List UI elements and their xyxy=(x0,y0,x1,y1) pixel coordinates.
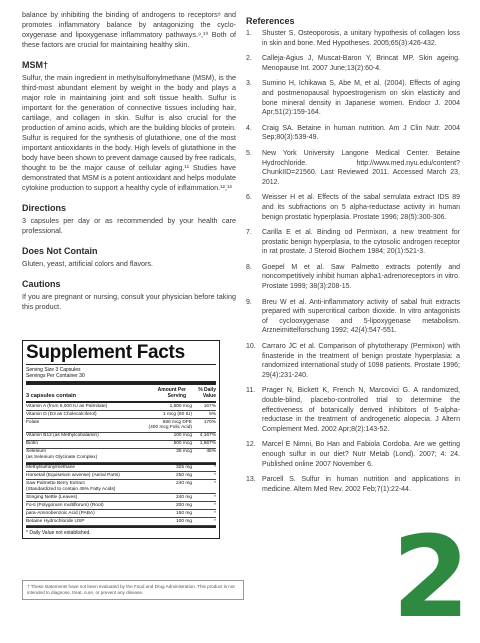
supplement-facts-title: Supplement Facts xyxy=(26,343,216,365)
nutrient-name: Folate xyxy=(26,419,40,425)
supplement-facts-footnote: * Daily Value not established. xyxy=(26,526,216,536)
nutrient-name: Vitamin A (from 5,000 IU as Palmitate) xyxy=(26,403,108,409)
servings-per-container: Servings Per Container 30 xyxy=(26,373,85,379)
table-row xyxy=(26,403,216,411)
reference-item xyxy=(246,54,460,73)
reference-text: Craig SA. Betaine in human nutrition. Am J Clin Nutr. 2004 Sep;80(3):539-49. xyxy=(262,124,460,142)
table-row xyxy=(26,510,216,518)
reference-number: 11. xyxy=(246,387,256,395)
ingredient-rows xyxy=(26,463,216,527)
reference-item xyxy=(246,79,460,117)
directions-paragraph: 3 capsules per day or as recommended by your health care professional. xyxy=(22,216,236,235)
nutrient-amount: 25 mcg xyxy=(176,449,192,455)
nutrient-name: Saw Palmetto Berry Extract (Standardized to contain 45% Fatty Acids) xyxy=(26,481,116,492)
supplement-facts-header-row xyxy=(26,385,216,403)
supplement-facts-panel xyxy=(22,340,220,539)
nutrient-dv: 170% xyxy=(203,419,216,425)
table-row xyxy=(26,441,216,449)
reference-number: 7. xyxy=(246,229,252,237)
nutrient-dv: * xyxy=(214,494,216,500)
reference-text: Calleja-Agius J, Muscat-Baron Y, Brincat MP. Skin ageing. Menopause Int. 2007 June;13(2):60-4. xyxy=(262,55,460,72)
reference-item xyxy=(246,124,460,143)
nutrient-dv: 4,167% xyxy=(199,433,216,439)
table-row xyxy=(26,472,216,480)
table-row xyxy=(26,449,216,463)
nutrient-dv: 5% xyxy=(209,411,216,417)
table-row xyxy=(26,480,216,494)
table-row xyxy=(26,411,216,419)
nutrient-amount: 240 mg xyxy=(176,481,192,487)
reference-number: 9. xyxy=(246,298,252,306)
reference-item xyxy=(246,386,460,434)
serving-size: Serving Size 3 Capsules xyxy=(26,367,81,373)
reference-item xyxy=(246,149,460,187)
reference-item xyxy=(246,475,460,494)
page-number: 2 xyxy=(392,513,470,643)
nutrient-amount: 150 mg xyxy=(176,510,192,516)
left-column xyxy=(22,10,236,312)
reference-number: 5. xyxy=(246,149,252,157)
table-row xyxy=(26,419,216,433)
table-row xyxy=(26,433,216,441)
reference-text: Goepel M et al. Saw Palmetto extracts potently and noncompetitively inhibit human alpha1-adrenoreceptors in vitro. Prostate 1999; 38(3):208-15. xyxy=(262,263,460,291)
reference-text: Sumino H, Ichikawa S, Abe M, et al. (2004). Effects of aging and postmenopausal hypoestrogenism on skin elasticity and bone mineral density in Japanese women. Endocr J. 2004 Apr;51(2):159-164. xyxy=(262,80,460,117)
reference-number: 10. xyxy=(246,343,256,351)
reference-number: 1. xyxy=(246,30,252,37)
reference-number: 8. xyxy=(246,263,252,271)
references-list xyxy=(246,29,460,494)
directions-heading: Directions xyxy=(22,203,67,213)
reference-number: 3. xyxy=(246,80,252,88)
cautions-paragraph: If you are pregnant or nursing, consult your physician before taking this product. xyxy=(22,292,236,311)
nutrient-dv: 45% xyxy=(206,449,216,455)
table-row xyxy=(26,502,216,510)
reference-text: New York University Langone Medical Center. Betaine Hydrochloride. http://www.med.nyu.edu/content?ChunkIID=21560. Last Reviewed 2011. Accessed March 23, 2012. xyxy=(262,149,460,186)
table-row xyxy=(26,494,216,502)
nutrient-name: Vitamin D (D3 as Cholecalciferol) xyxy=(26,411,97,417)
table-row xyxy=(26,463,216,473)
reference-item xyxy=(246,228,460,257)
reference-text: Carilla E et al. Binding od Permixon, a new treatment for prostatic benign hyperplasia, to the cytosolic androgen receptor in rat prostate. J Steroid Biochem 1984; 20(1):521-3. xyxy=(262,229,460,256)
nutrient-name: Vitamin B12 (as Methylcobalamin) xyxy=(26,433,99,439)
does-not-contain-paragraph: Gluten, yeast, artificial colors and flavors. xyxy=(22,259,154,268)
nutrient-amount: 240 mg xyxy=(176,494,192,500)
reference-item xyxy=(246,193,460,222)
col-header-dv: % Daily Value xyxy=(198,387,216,399)
reference-text: Marcel E Nimni, Bo Han and Fabiola Cordoba. Are we getting enough sulfur in our diet? Nutr Metab (Lond). 2007; 4: 24. Published online 2007 November 6. xyxy=(262,441,460,468)
nutrient-amount: 100 mcg xyxy=(173,433,192,439)
does-not-contain-heading: Does Not Contain xyxy=(22,246,98,256)
nutrient-name: Biotin xyxy=(26,441,38,447)
col-header-amount: Amount Per Serving xyxy=(157,387,186,399)
reference-item xyxy=(246,440,460,469)
reference-item xyxy=(246,298,460,336)
nutrient-dv: * xyxy=(214,465,216,471)
nutrient-dv: * xyxy=(214,481,216,487)
reference-text: Breu W et al. Anti-inflammatory activity of sabal fruit extracts prepared with supercritical carbon dioxide. In vitro antagonists of cyclooxygenase and 5-lipoxygenase metabolism. Arzneimittelforschung 1992; 42(4):547-551. xyxy=(262,298,460,335)
msm-paragraph: Sulfur, the main ingredient in methylsulfonylmethane (MSM), is the third-most abundant element by weight in the body and plays a major role in maintaining joint and soft tissue health. Sulfur is important for the generation of connective tissues including hair, cartilage, and collagen in skin. Sulfur is also crucial for the production of amino acids, which are the building blocks of protein. Sulfur is required for the synthesis of glutathione, one of the most important antioxidants in the body. High levels of glutathione in the body have been shown to prevent damage caused by free radicals, thought to be the major cause of cellular aging.¹¹ Studies have demonstrated that MSM is a potent antioxidant and helps modulate cytokine production to support a healthy cycle of inflammation.¹²,¹³ xyxy=(22,73,236,192)
nutrient-amount: 325 mg xyxy=(176,465,192,471)
reference-number: 13. xyxy=(246,476,256,484)
nutrient-name: para-Aminobenzoic Acid (PABA) xyxy=(26,510,95,516)
nutrient-amount: 100 mg xyxy=(176,518,192,524)
nutrient-name: Stinging Nettle (Leaves) xyxy=(26,494,78,500)
reference-text: Weisser H et al. Effects of the sabal serrulata extract IDS 89 and its subfractions on 5 alpha-reductase activity in human benign prostatic hyperplasia. Prostate 1996; 28(5):300-306. xyxy=(262,194,460,221)
reference-text: Carraro JC et al. Comparison of phytotherapy (Permixon) with finasteride in the treatment of benign prostate hyperplasia: a randomized international study of 1098 patients. Prostate 1996; 29(4):231-240. xyxy=(262,343,460,379)
table-row xyxy=(26,518,216,526)
serving-info xyxy=(26,365,216,385)
reference-number: 4. xyxy=(246,124,252,132)
nutrient-dv: * xyxy=(214,518,216,524)
nutrient-amount: 680 mcg DFE (400 mcg Folic Acid) xyxy=(148,419,192,431)
fda-disclaimer: † These statements have not been evaluated by the Food and Drug Administration. This product is not intended to diagnose, treat, cure, or prevent any disease. xyxy=(22,580,244,600)
nutrient-name: Methylsulfonylmethane xyxy=(26,465,76,471)
reference-text: Shuster S. Osteoporosis, a unitary hypothesis of collagen loss in skin and bone. Med Hypotheses. 2005;65(3):426-432. xyxy=(262,30,460,47)
nutrient-rows xyxy=(26,403,216,463)
reference-text: Parcell S. Sulfur in human nutrition and applications in medicine. Altern Med Rev. 2002 Feb;7(1):22-44. xyxy=(262,476,460,493)
msm-heading: MSM† xyxy=(22,60,49,70)
nutrient-name: Fo-ti (Polygonum multiflorum) (Root) xyxy=(26,502,104,508)
reference-number: 2. xyxy=(246,55,252,63)
col-header-name: 3 capsules contain xyxy=(26,393,77,399)
references-heading: References xyxy=(246,16,295,26)
intro-paragraph: balance by inhibiting the binding of androgens to receptors⁸ and promotes inflammatory balance by antagonizing the cyclo-oxygenase and lipoxygenase inflammatory pathways.⁹,¹⁰ Both of these factors are crucial for maintaining healthy skin. xyxy=(22,10,236,49)
reference-text: Prager N, Bickett K, French N, Marcovici G. A randomized, double-blind, placebo-controlled trial to determine the effectiveness of botanically derived inhibitors of 5-alpha-reductase in the treatment of androgenetic alopecia. J Altern Complement Med. 2002 Apr;8(2):143-52. xyxy=(262,387,460,433)
reference-item xyxy=(246,342,460,380)
nutrient-dv: * xyxy=(214,473,216,479)
nutrient-dv: * xyxy=(214,510,216,516)
nutrient-name: Selenium (as Selenium Glycinate Complex) xyxy=(26,449,98,461)
reference-item xyxy=(246,263,460,292)
nutrient-dv: * xyxy=(214,502,216,508)
cautions-heading: Cautions xyxy=(22,279,61,289)
nutrient-amount: 250 mg xyxy=(176,473,192,479)
nutrient-name: Horsetail (Equisetum arvense) (Aerial Parts) xyxy=(26,473,120,479)
nutrient-amount: 1,500 mcg xyxy=(169,403,192,409)
nutrient-dv: 167% xyxy=(203,403,216,409)
nutrient-amount: 200 mg xyxy=(176,502,192,508)
nutrient-amount: 500 mcg xyxy=(173,441,192,447)
nutrient-name: Betaine Hydrochloride USP xyxy=(26,518,85,524)
nutrient-dv: 1,667% xyxy=(199,441,216,447)
right-column xyxy=(246,10,460,500)
reference-item xyxy=(246,29,460,48)
nutrient-amount: 1 mcg (50 IU) xyxy=(162,411,192,417)
reference-number: 12. xyxy=(246,441,256,449)
reference-number: 6. xyxy=(246,194,252,202)
